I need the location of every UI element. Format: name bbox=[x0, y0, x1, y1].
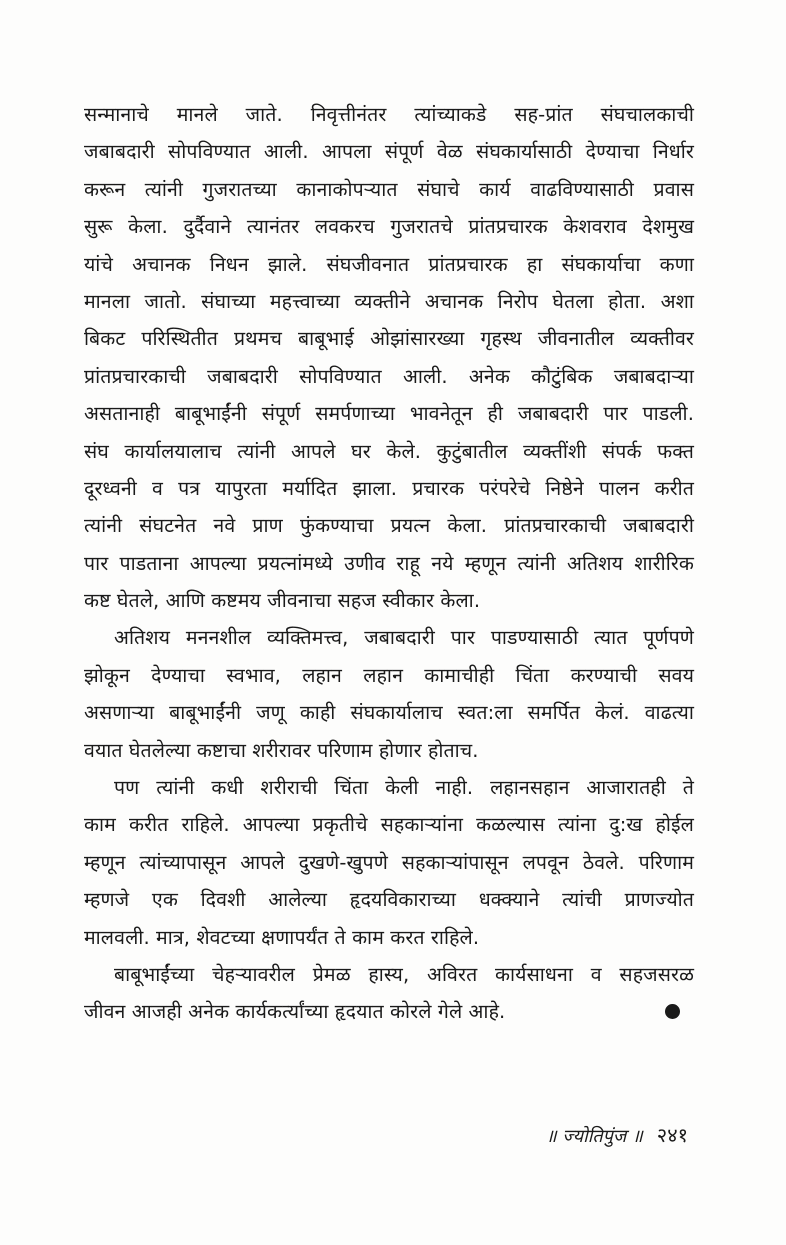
paragraph-line: असणाऱ्या बाबूभाईंनी जणू काही संघकार्यालाच स्वत:ला समर्पित केलं. वाढत्या bbox=[84, 701, 694, 725]
paragraph-line: पण त्यांनी कधी शरीराची चिंता केली नाही. लहानसहान आजारातही ते bbox=[114, 776, 694, 800]
book-title: ॥ ज्योतिपुंज ॥ bbox=[545, 1126, 643, 1147]
page-number: २४१ bbox=[656, 1123, 688, 1147]
paragraph-line: त्यांनी संघटनेत नवे प्राण फुंकण्याचा प्रयत्न केला. प्रांतप्रचारकाची जबाबदारी bbox=[84, 514, 694, 538]
paragraph-line: म्हणजे एक दिवशी आलेल्या हृदयविकाराच्या धक्क्याने त्यांची प्राणज्योत bbox=[84, 888, 694, 912]
paragraph-line: झोकून देण्याचा स्वभाव, लहान लहान कामाचीही चिंता करण्याची सवय bbox=[84, 663, 694, 687]
paragraph-line: म्हणून त्यांच्यापासून आपले दुखणे-खुपणे सहकाऱ्यांपासून लपवून ठेवले. परिणाम bbox=[84, 850, 694, 874]
paragraph-line: प्रांतप्रचारकाची जबाबदारी सोपविण्यात आली. अनेक कौटुंबिक जबाबदाऱ्या bbox=[84, 364, 694, 388]
paragraph-line: पार पाडताना आपल्या प्रयत्नांमध्ये उणीव राहू नये म्हणून त्यांनी अतिशय शारीरिक bbox=[84, 551, 694, 575]
paragraph-line: सुरू केला. दुर्दैवाने त्यानंतर लवकरच गुजरातचे प्रांतप्रचारक केशवराव देशमुख bbox=[84, 215, 694, 239]
paragraph-line: संघ कार्यालयालाच त्यांनी आपले घर केले. कुटुंबातील व्यक्तींशी संपर्क फक्त bbox=[84, 439, 694, 463]
paragraph-line: जबाबदारी सोपविण्यात आली. आपला संपूर्ण वेळ संघकार्यासाठी देण्याचा निर्धार bbox=[84, 140, 694, 164]
end-of-article-bullet bbox=[665, 1004, 680, 1019]
paragraph-line: बिकट परिस्थितीत प्रथमच बाबूभाई ओझांसारख्या गृहस्थ जीवनातील व्यक्तीवर bbox=[84, 327, 694, 351]
paragraph-line: असतानाही बाबूभाईंनी संपूर्ण समर्पणाच्या भावनेतून ही जबाबदारी पार पाडली. bbox=[84, 402, 694, 426]
paragraph-line: दूरध्वनी व पत्र यापुरता मर्यादित झाला. प्रचारक परंपरेचे निष्ठेने पालन करीत bbox=[84, 476, 694, 500]
paragraph-line: वयात घेतलेल्या कष्टाचा शरीरावर परिणाम होणार होताच. bbox=[84, 738, 479, 762]
paragraph-line: अतिशय मननशील व्यक्तिमत्त्व, जबाबदारी पार पाडण्यासाठी त्यात पूर्णपणे bbox=[114, 626, 694, 650]
body-text bbox=[84, 96, 694, 1031]
paragraph-line: यांचे अचानक निधन झाले. संघजीवनात प्रांतप्रचारक हा संघकार्याचा कणा bbox=[84, 252, 694, 276]
paragraph-line: काम करीत राहिले. आपल्या प्रकृतीचे सहकाऱ्यांना कळल्यास त्यांना दु:ख होईल bbox=[84, 813, 694, 837]
paragraph-line: बाबूभाईंच्या चेहऱ्यावरील प्रेमळ हास्य, अविरत कार्यसाधना व सहजसरळ bbox=[114, 962, 694, 986]
paragraph-line: सन्मानाचे मानले जाते. निवृत्तीनंतर त्यांच्याकडे सह-प्रांत संघचालकाची bbox=[84, 103, 694, 126]
paragraph-line: मानला जातो. संघाच्या महत्त्वाच्या व्यक्तीने अचानक निरोप घेतला होता. अशा bbox=[84, 289, 694, 313]
paragraph-line: करून त्यांनी गुजरातच्या कानाकोपऱ्यात संघाचे कार्य वाढविण्यासाठी प्रवास bbox=[84, 177, 694, 201]
paragraph-line: मालवली. मात्र, शेवटच्या क्षणापर्यंत ते काम करत राहिले. bbox=[84, 925, 480, 949]
page-footer bbox=[546, 1121, 688, 1148]
paragraph-line: जीवन आजही अनेक कार्यकर्त्यांच्या हृदयात कोरले गेले आहे. bbox=[84, 1000, 506, 1024]
paragraph-line: कष्ट घेतले, आणि कष्टमय जीवनाचा सहज स्वीकार केला. bbox=[84, 589, 481, 613]
